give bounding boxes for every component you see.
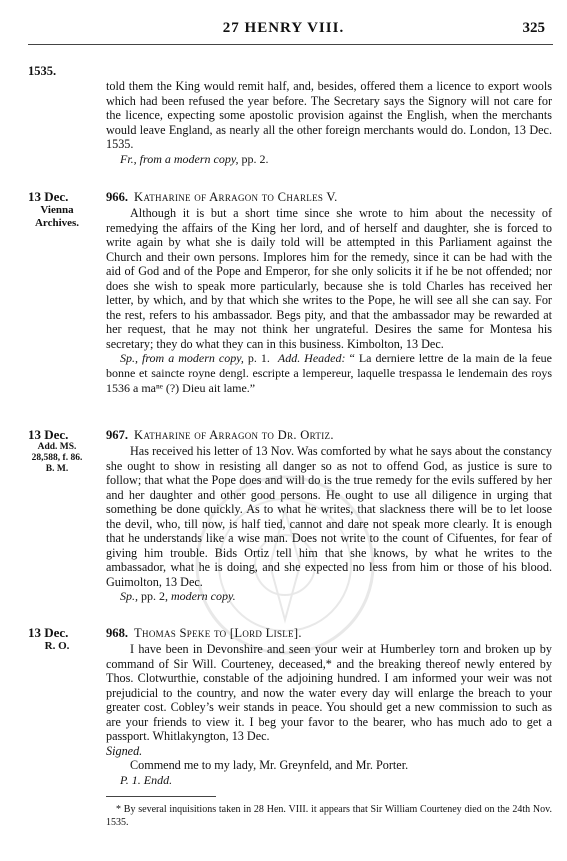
entry-heading: [106, 428, 552, 443]
page-number: 325: [522, 20, 545, 36]
entry-title: Katharine of Arragon to Dr. Ortiz.: [134, 428, 334, 442]
entry-heading: [106, 190, 552, 205]
source-note: Sp., from a modern copy, p. 1. Add. Headed: “ La derniere lettre de la main de la feue bonne et saincte royne dengl. escripte a lempereur, laquelle trespassa le lendemain des roys 1536 a maⁿᵉ (?) Dieu ait lame.”: [106, 351, 552, 395]
entry-title: Katharine of Arragon to Charles V.: [134, 190, 338, 204]
entry-966: [106, 190, 552, 395]
entry-date: 13 Dec.: [28, 189, 69, 204]
entry-source: Vienna Archives.: [34, 204, 80, 229]
entry-source: Add. MS. 28,588, f. 86. B. M.: [31, 442, 83, 474]
entry-title: Thomas Speke to [Lord Lisle].: [134, 626, 302, 640]
watermark-seal-icon: [190, 470, 380, 660]
continued-text: told them the King would remit half, and, besides, offered them a licence to export wools which had been refused the year before. The Secretary says the Signory will not care for the licence, expecting some apostolic provision against the English, when the merchants would leave England, as nearly all the other foreign merchants would do. London, 13 Dec. 1535.: [106, 79, 552, 152]
entry-967-margin: [28, 428, 92, 475]
entry-postscript: Commend me to my lady, Mr. Greynfeld, and Mr. Porter.: [130, 758, 409, 773]
margin-year: 1535.: [28, 64, 57, 78]
entry-date: 13 Dec.: [28, 625, 69, 640]
signed-note: Signed.: [106, 743, 143, 758]
entry-number: 967.: [106, 428, 129, 442]
entry-968-margin: [28, 626, 92, 653]
header-rule: [28, 44, 553, 45]
running-header: [0, 20, 567, 42]
entry-number: 968.: [106, 626, 129, 640]
entry-966-margin: [28, 190, 92, 230]
continued-entry: [106, 79, 552, 166]
entry-body: Has received his letter of 13 Nov. Was comforted by what he says about the constancy she ought to show in resisting all danger so as not to offend God, as justice is sure to follow; that what the Pope does and will do is the true remedy for the evils suffered by her and her daughter and other good persons. He ought to use all diligence in urging that something be done quickly. As to what he writes, that slackness there will be to let loose the devil, who, till now, is half tied, cannot and dare not speak more clearly. It is enough that he understands like a wise man. Does not write to the count of Cifuentes, for fear of giving him trouble. Bids Ortiz tell him that she knows, by what he writes to the ambassador, what he is doing, and she expected no less from him or those of his blood. Guimolton, 13 Dec.: [106, 444, 552, 589]
source-note: Sp., pp. 2, modern copy.: [120, 589, 236, 604]
entry-body: I have been in Devonshire and seen your weir at Humberley torn and broken up by command of Sir Will. Courteney, deceased,* and the breaking thereof newly entered by Thos. Clotwurthie, constable of the adjoining hundred. I am informed your weir was not prejudicial to the country, and now the water every day will enlarge the breach to your greater cost. Cobley’s weir stands in peace. You should get a new commission to such as are your friends to view it. I beg your favor to the bearer, who has much ado to get a passport. Whitlakyngton, 13 Dec. Signed.: [106, 642, 552, 758]
entry-body: Although it is but a short time since she wrote to him about the necessity of remedying the affairs of the King her lord, and of herself and daughter, she is forced to write again by what she is daily told will be attempted in this Parliament against the Church and their own persons. Implores him for the remedy, since it can be had with the aid of God and of the Pope and Emperor, for she only solicits it if he be not offended; nor does she wish to speak more particularly, because she is told Charles has received her letter, by which, and by that which she writes to the Pope, he will see all she can say. For the rest, refers to his ambassador. Begs pity, and that the ambassador may be rewarded at her request, that he may not think her ungrateful. Desires the same for Montesa his secretary; they do what they can in this business. Kimbolton, 13 Dec.: [106, 206, 552, 351]
entry-date: 13 Dec.: [28, 427, 69, 442]
entry-source: R. O.: [44, 640, 70, 652]
entry-number: 966.: [106, 190, 129, 204]
running-title: 27 HENRY VIII.: [222, 20, 345, 36]
footnote: * By several inquisitions taken in 28 Hen. VIII. it appears that Sir William Courteney died on the 24th Nov. 1535.: [106, 804, 552, 828]
source-note: P. 1. Endd.: [120, 772, 173, 787]
footnote-rule: [106, 796, 216, 797]
source-note: Fr., from a modern copy, pp. 2.: [120, 151, 269, 166]
